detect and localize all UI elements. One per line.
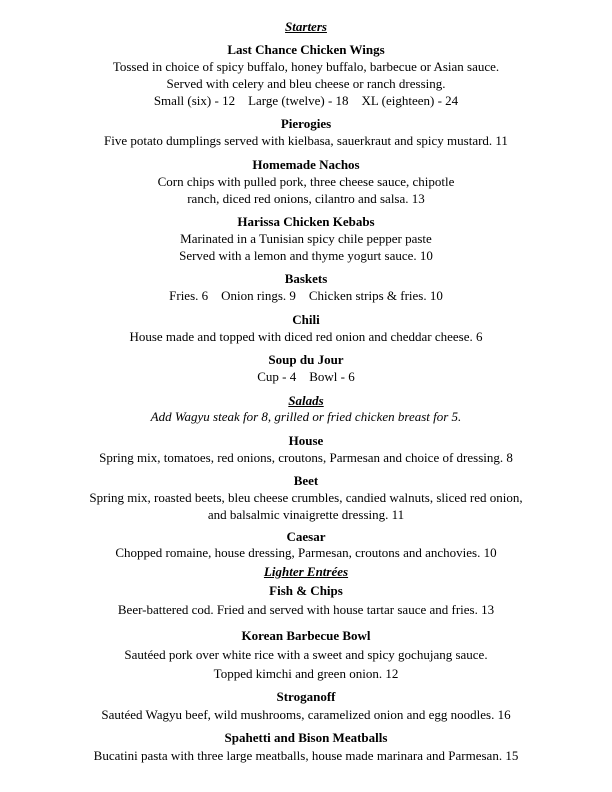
item-desc-korean-bowl-1: Sautéed pork over white rice with a sweet and spicy gochujang sauce.: [124, 647, 488, 662]
item-name-pierogies: Pierogies: [280, 116, 332, 131]
item-name-soup: Soup du Jour: [268, 352, 344, 367]
item-desc-fish-chips: Beer-battered cod. Fried and served with house tartar sauce and fries. 13: [117, 602, 495, 617]
item-desc-stroganoff: Sautéed Wagyu beef, wild mushrooms, caramelized onion and egg noodles. 16: [101, 707, 511, 722]
item-name-baskets: Baskets: [284, 271, 328, 286]
item-name-chili: Chili: [292, 312, 320, 327]
item-name-beet-salad: Beet: [293, 473, 319, 488]
item-desc-nachos-2: ranch, diced red onions, cilantro and salsa. 13: [187, 191, 425, 206]
section-title-starters: Starters: [285, 19, 327, 34]
item-name-fish-chips: Fish & Chips: [269, 583, 343, 598]
item-name-wings: Last Chance Chicken Wings: [227, 42, 385, 57]
section-title-salads: Salads: [288, 393, 324, 408]
item-name-house-salad: House: [288, 433, 324, 448]
item-name-kebabs: Harissa Chicken Kebabs: [237, 214, 375, 229]
item-desc-wings-2: Served with celery and bleu cheese or ranch dressing.: [166, 76, 446, 91]
salads-addon-note: Add Wagyu steak for 8, grilled or fried chicken breast for 5.: [150, 409, 462, 424]
item-name-nachos: Homemade Nachos: [252, 157, 360, 172]
item-desc-house-salad: Spring mix, tomatoes, red onions, croutons, Parmesan and choice of dressing. 8: [99, 450, 513, 465]
item-desc-kebabs-2: Served with a lemon and thyme yogurt sauce. 10: [179, 248, 433, 263]
item-desc-kebabs-1: Marinated in a Tunisian spicy chile pepper paste: [180, 231, 432, 246]
item-desc-soup: Cup - 4 Bowl - 6: [257, 369, 355, 384]
item-desc-beet-salad-1: Spring mix, roasted beets, bleu cheese crumbles, candied walnuts, sliced red onion,: [89, 490, 523, 505]
item-desc-nachos-1: Corn chips with pulled pork, three cheese sauce, chipotle: [157, 174, 455, 189]
item-name-spaghetti: Spahetti and Bison Meatballs: [224, 730, 388, 745]
item-desc-beet-salad-2: and balsalmic vinaigrette dressing. 11: [207, 507, 405, 522]
item-name-stroganoff: Stroganoff: [276, 689, 336, 704]
item-desc-pierogies: Five potato dumplings served with kielbasa, sauerkraut and spicy mustard. 11: [104, 133, 508, 148]
item-desc-chili: House made and topped with diced red onion and cheddar cheese. 6: [129, 329, 483, 344]
item-desc-wings-1: Tossed in choice of spicy buffalo, honey buffalo, barbecue or Asian sauce.: [112, 59, 500, 74]
item-name-korean-bowl: Korean Barbecue Bowl: [241, 628, 371, 643]
item-desc-caesar-salad: Chopped romaine, house dressing, Parmesan, croutons and anchovies. 10: [115, 545, 497, 560]
item-desc-baskets: Fries. 6 Onion rings. 9 Chicken strips & fries. 10: [169, 288, 443, 303]
item-sizes-wings: Small (six) - 12 Large (twelve) - 18 XL (eighteen) - 24: [153, 93, 459, 108]
section-title-lighter-entrees: Lighter Entrées: [263, 564, 349, 579]
item-desc-korean-bowl-2: Topped kimchi and green onion. 12: [213, 666, 399, 681]
item-desc-spaghetti: Bucatini pasta with three large meatballs, house made marinara and Parmesan. 15: [93, 748, 519, 763]
item-name-caesar-salad: Caesar: [286, 529, 326, 544]
